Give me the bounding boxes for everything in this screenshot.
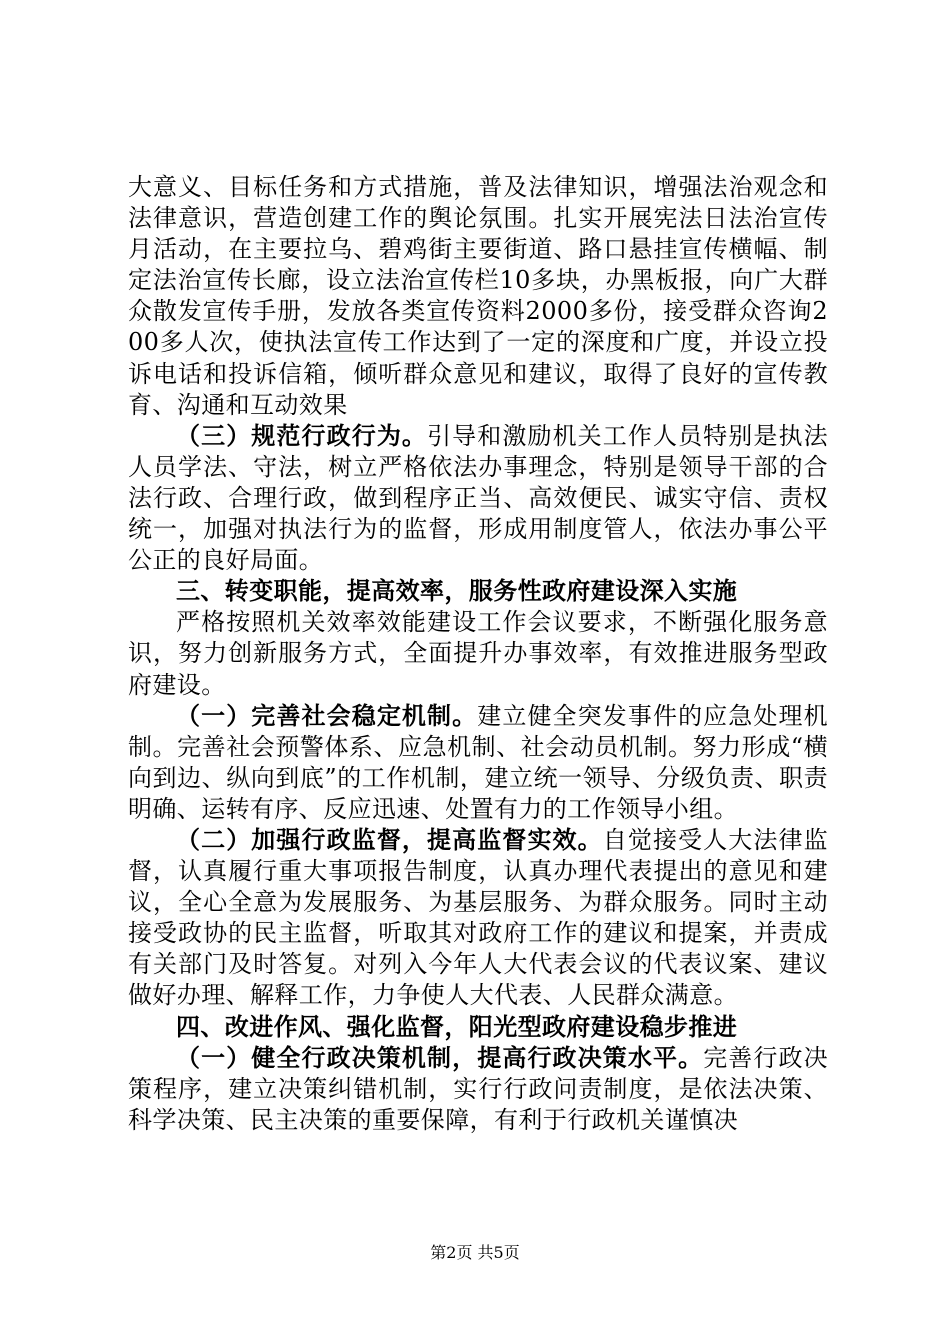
paragraph-regulate-admin-body: 引导和激励机关工作人员特别是执法人员学法、守法，树立严格依法办事理念，特别是领导干部的合法行政、合理行政，做到程序正当、高效便民、诚实守信、责权统一，加强对执法行为的监督，形成用制度管人，依法办事公平公正的良好局面。 [128,421,829,575]
subheading-regulate-admin: （三）规范行政行为。 [176,421,428,450]
subheading-supervision: （二）加强行政监督，提高监督实效。 [176,825,603,854]
subheading-decision: （一）健全行政决策机制，提高行政决策水平。 [176,1043,704,1072]
paragraph-regulate-admin [128,421,828,576]
section-heading-three: 三、转变职能，提高效率，服务性政府建设深入实施 [176,577,738,606]
paragraph-decision-body: 完善行政决策程序，建立决策纠错机制，实行行政问责制度，是依法决策、科学决策、民主决策的重要保障，有利于行政机关谨慎决 [128,1043,829,1134]
paragraph-supervision-body: 自觉接受人大法律监督，认真履行重大事项报告制度，认真办理代表提出的意见和建议，全心全意为发展服务、为基层服务、为群众服务。同时主动接受政协的民主监督，听取其对政府工作的建议和提案，并责成有关部门及时答复。对列入今年人大代表会议的代表议案、建议做好办理、解释工作，力争使人大代表、人民群众满意。 [128,825,828,1010]
paragraph-stability-body: 建立健全突发事件的应急处理机制。完善社会预警体系、应急机制、社会动员机制。努力形成“横向到边、纵向到底”的工作机制，建立统一领导、分级负责、职责明确、运转有序、反应迅速、处置有力的工作领导小组。 [128,701,828,823]
paragraph-decision [128,1043,828,1136]
subheading-stability: （一）完善社会稳定机制。 [176,701,478,730]
page-number-footer: 第2页 共5页 [430,1243,520,1262]
paragraph-efficiency: 严格按照机关效率效能建设工作会议要求，不断强化服务意识，努力创新服务方式，全面提升办事效率，有效推进服务型政府建设。 [128,608,828,699]
section-heading-four: 四、改进作风、强化监督，阳光型政府建设稳步推进 [176,1012,738,1041]
paragraph-publicity: 大意义、目标任务和方式措施，普及法律知识，增强法治观念和法律意识，营造创建工作的舆论氛围。扎实开展宪法日法治宣传月活动，在主要拉乌、碧鸡街主要街道、路口悬挂宣传横幅、制定法治宣传长廊，设立法治宣传栏10多块，办黑板报，向广大群众散发宣传手册，发放各类宣传资料2000多份，接受群众咨询200多人次，使执法宣传工作达到了一定的深度和广度，并设立投诉电话和投诉信箱，倾听群众意见和建议，取得了良好的宣传教育、沟通和互动效果 [128,173,828,419]
paragraph-stability [128,701,828,825]
paragraph-supervision [128,825,828,1012]
document-body [128,172,828,1136]
